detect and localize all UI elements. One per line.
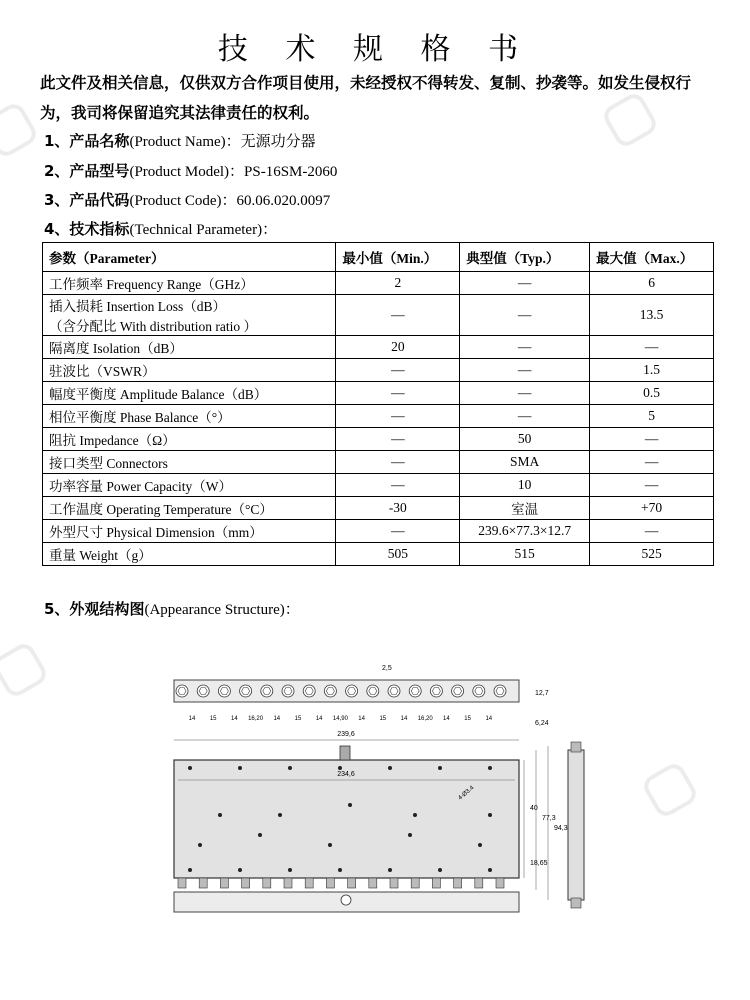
cell-max: — [590, 451, 714, 474]
info-en: (Product Name)： [129, 134, 241, 150]
cell-min: 20 [336, 336, 460, 359]
screw-hole-icon [288, 868, 292, 872]
cell-max: 5 [590, 405, 714, 428]
watermark-logo [0, 640, 100, 730]
cell-min: -30 [336, 497, 460, 520]
info-product-name [44, 130, 316, 151]
cell-parameter [43, 451, 336, 474]
watermark-logo [640, 760, 750, 850]
screw-hole-icon [278, 813, 282, 817]
dim-6-label: 6,24 [535, 720, 549, 727]
cell-min: — [336, 405, 460, 428]
parameter-text: 相位平衡度 Phase Balance（°） [49, 410, 231, 425]
info-product-model [44, 160, 337, 181]
cell-typ: — [460, 336, 590, 359]
cell-typ: SMA [460, 451, 590, 474]
screw-hole-icon [413, 813, 417, 817]
cell-parameter [43, 428, 336, 451]
pitch-label: 14 [315, 716, 323, 722]
pitch-labels [189, 716, 493, 722]
connector-icon [326, 878, 334, 888]
screw-hole-icon [438, 766, 442, 770]
screw-hole-icon [348, 803, 352, 807]
screw-hole-icon [488, 766, 492, 770]
connector-icon [369, 878, 377, 888]
cell-parameter [43, 295, 336, 336]
screw-hole-icon [408, 833, 412, 837]
side-view-body [568, 750, 584, 900]
table-row [43, 428, 714, 451]
table-row [43, 382, 714, 405]
connector-icon [475, 878, 483, 888]
cell-min: — [336, 428, 460, 451]
dim-total-label: 239,6 [337, 731, 355, 738]
pitch-label: 16,20 [417, 716, 433, 722]
screw-hole-icon [328, 843, 332, 847]
appearance-drawing [160, 650, 600, 930]
screw-hole-icon [438, 868, 442, 872]
dim-18-label: 18,65 [530, 860, 548, 867]
cell-max: 6 [590, 272, 714, 295]
parameter-text: 重量 Weight（g） [49, 548, 152, 563]
table-row [43, 405, 714, 428]
pitch-label: 14 [358, 716, 365, 722]
cell-min: — [336, 295, 460, 336]
info-en: (Product Code)： [129, 193, 237, 209]
header-max: 最大值（Max.） [590, 243, 714, 272]
connector-icon [496, 878, 504, 888]
hole-note-label: 4-Ø3.4 [457, 785, 476, 802]
table-row [43, 474, 714, 497]
cell-max: — [590, 336, 714, 359]
info-label: 2、产品型号 [44, 162, 130, 180]
dim-77-label: 77,3 [542, 815, 556, 822]
table-row [43, 359, 714, 382]
screw-hole-icon [388, 766, 392, 770]
connector-icon [411, 878, 419, 888]
screw-hole-icon [198, 843, 202, 847]
cell-min: 505 [336, 543, 460, 566]
parameter-text: 功率容量 Power Capacity（W） [49, 479, 232, 494]
info-en: (Technical Parameter)： [129, 222, 278, 238]
cell-typ: — [460, 382, 590, 405]
cell-max: — [590, 520, 714, 543]
header-typ: 典型值（Typ.） [460, 243, 590, 272]
cell-max: — [590, 474, 714, 497]
pitch-label: 14 [400, 716, 408, 722]
pitch-label: 14,90 [332, 716, 348, 722]
screw-hole-icon [478, 843, 482, 847]
dim-height-label: 12,7 [535, 690, 549, 697]
info-value: PS-16SM-2060 [244, 164, 338, 180]
cell-typ: 515 [460, 543, 590, 566]
pitch-label: 14 [443, 716, 450, 722]
connector-icon [348, 878, 356, 888]
pitch-label: 14 [485, 716, 493, 722]
cell-typ: 室温 [460, 497, 590, 520]
info-value: 无源功分器 [240, 134, 316, 150]
document-title: 技 术 规 格 书 [217, 32, 533, 67]
parameter-text: 插入损耗 Insertion Loss（dB） [49, 299, 226, 314]
info-product-code [44, 189, 330, 210]
pitch-label: 16,20 [248, 716, 264, 722]
cell-typ: 10 [460, 474, 590, 497]
info-label: 1、产品名称 [44, 132, 130, 150]
cell-parameter [43, 382, 336, 405]
screw-hole-icon [488, 813, 492, 817]
table-row [43, 520, 714, 543]
cell-max: 525 [590, 543, 714, 566]
bottom-connectors [178, 878, 504, 888]
pitch-label: 15 [464, 716, 471, 722]
cell-parameter [43, 336, 336, 359]
header-min: 最小值（Min.） [336, 243, 460, 272]
info-technical-parameter [44, 218, 277, 239]
pitch-label: 15 [379, 716, 387, 722]
screw-hole-icon [238, 766, 242, 770]
cell-typ: — [460, 295, 590, 336]
connector-icon [454, 878, 462, 888]
screw-hole-icon [338, 766, 342, 770]
screw-hole-icon [388, 868, 392, 872]
pitch-label: 15 [294, 716, 302, 722]
dim-2-5-label: 2,5 [382, 665, 392, 672]
screw-hole-icon [288, 766, 292, 770]
parameter-text: 隔离度 Isolation（dB） [49, 341, 183, 356]
cell-min: — [336, 451, 460, 474]
cell-parameter [43, 272, 336, 295]
table-row [43, 272, 714, 295]
pitch-label: 14 [188, 716, 196, 722]
cell-max: 0.5 [590, 382, 714, 405]
screw-hole-icon [188, 868, 192, 872]
connector-icon [432, 878, 440, 888]
cell-parameter [43, 405, 336, 428]
info-value: 60.06.020.0097 [236, 193, 331, 209]
cell-min: — [336, 359, 460, 382]
connector-icon [220, 878, 228, 888]
parameter-text: 驻波比（VSWR） [49, 364, 156, 379]
section-appearance [44, 598, 300, 619]
table-row [43, 497, 714, 520]
section-en: (Appearance Structure)： [144, 602, 300, 618]
info-label: 3、产品代码 [44, 191, 130, 209]
connector-icon [305, 878, 313, 888]
table-row [43, 451, 714, 474]
cell-parameter [43, 474, 336, 497]
connector-icon [178, 878, 186, 888]
cell-min: 2 [336, 272, 460, 295]
cell-typ: 239.6×77.3×12.7 [460, 520, 590, 543]
screw-hole-icon [258, 833, 262, 837]
cell-typ: 50 [460, 428, 590, 451]
connector-icon [284, 878, 292, 888]
cell-max: — [590, 428, 714, 451]
info-label: 4、技术指标 [44, 220, 130, 238]
cell-typ: — [460, 359, 590, 382]
cell-parameter [43, 543, 336, 566]
screw-hole-icon [488, 868, 492, 872]
parameter-text: 阻抗 Impedance（Ω） [49, 433, 176, 448]
input-connector [340, 746, 350, 760]
pitch-label: 14 [231, 716, 238, 722]
connector-icon [263, 878, 271, 888]
cell-min: — [336, 520, 460, 543]
dim-40-label: 40 [530, 805, 538, 812]
cell-min: — [336, 382, 460, 405]
parameter-text: 接口类型 Connectors [49, 456, 168, 471]
cell-max: +70 [590, 497, 714, 520]
parameter-text: 工作频率 Frequency Range（GHz） [49, 277, 254, 292]
parameter-text: 外型尺寸 Physical Dimension（mm） [49, 525, 263, 540]
connector-icon [199, 878, 207, 888]
confidentiality-notice: 此文件及相关信息，仅供双方合作项目使用，未经授权不得转发、复制、抄袭等。如发生侵权行为，我司将保留追究其法律责任的权利。 [40, 74, 692, 122]
cell-typ: — [460, 405, 590, 428]
pitch-label: 15 [209, 716, 217, 722]
spec-table [42, 242, 714, 566]
parameter-text: 幅度平衡度 Amplitude Balance（dB） [49, 387, 268, 402]
cell-max: 1.5 [590, 359, 714, 382]
screw-hole-icon [238, 868, 242, 872]
pitch-label: 14 [273, 716, 281, 722]
table-row [43, 543, 714, 566]
screw-hole-icon [218, 813, 222, 817]
screw-hole-icon [188, 766, 192, 770]
cell-typ: — [460, 272, 590, 295]
cell-parameter [43, 359, 336, 382]
cell-max: 13.5 [590, 295, 714, 336]
dim-94-label: 94,3 [554, 825, 568, 832]
connector-icon [242, 878, 250, 888]
table-row [43, 336, 714, 359]
cell-min: — [336, 474, 460, 497]
screw-hole-icon [338, 868, 342, 872]
parameter-subtext: （含分配比 With distribution ratio ） [49, 319, 257, 334]
cell-parameter [43, 520, 336, 543]
parameter-text: 工作温度 Operating Temperature（°C） [49, 502, 273, 517]
table-row [43, 295, 714, 336]
info-en: (Product Model)： [129, 164, 245, 180]
header-parameter: 参数（Parameter） [43, 243, 336, 272]
dim-inner-label: 234,6 [337, 771, 355, 778]
connector-icon [390, 878, 398, 888]
cell-parameter [43, 497, 336, 520]
section-label: 5、外观结构图 [44, 600, 145, 618]
